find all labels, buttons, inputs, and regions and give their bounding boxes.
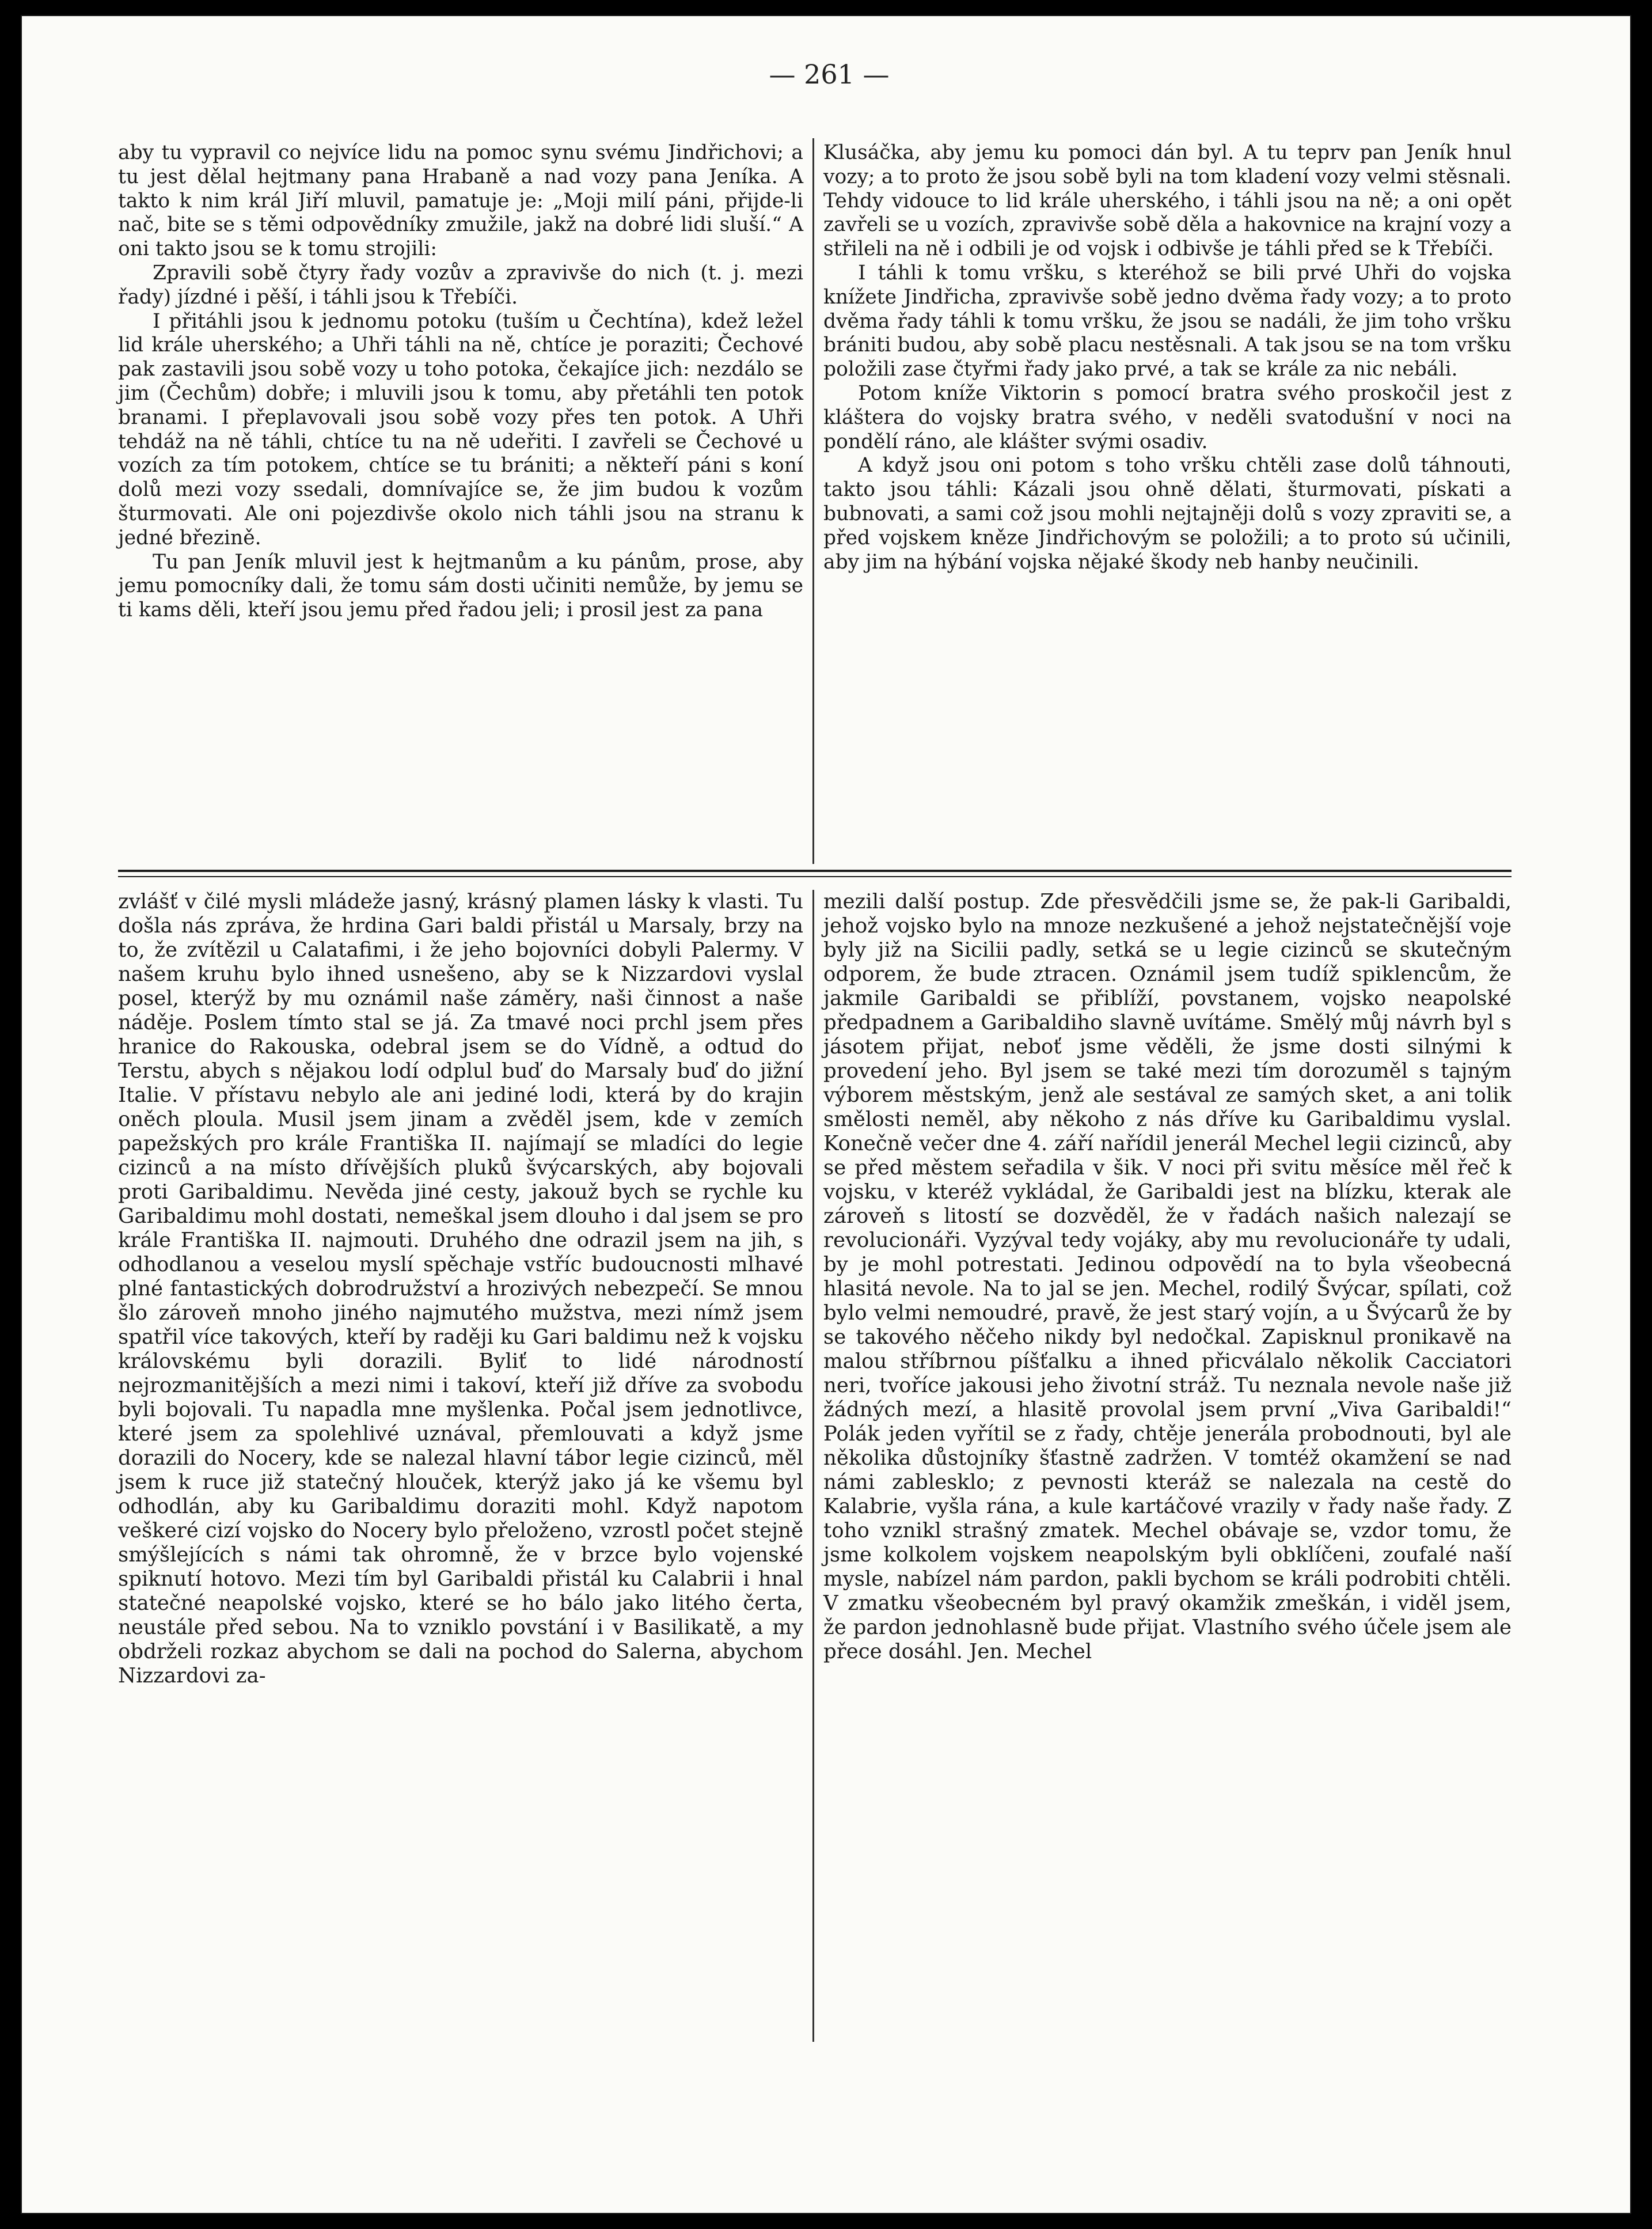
paragraph: zvlášť v čilé mysli mládeže jasný, krásný plamen lásky k vlasti. Tu došla nás zpráva, že hrdina Gari baldi přistál u Marsaly, brzy na to, že zvítězil u Calatafimi, i že jeho bojovníci dobyli Palermy. V našem kruhu bylo ihned usnešeno, aby se k Nizzardovi vyslal posel, kterýž by mu oznámil naše záměry, naši činnost a naše náděje. Poslem tímto stal se já. Za tmavé noci prchl jsem přes hranice do Rakouska, odebral jsem se do Vídně, a odtud do Terstu, abych s nějakou lodí odplul buď do Marsaly buď do jižní Italie. V přístavu nebylo ale ani jediné lodi, která by do krajin oněch ploula. Musil jsem jinam a zvěděl jsem, kde v zemích papežských pro krále Františka II. najímají se mladíci do legie cizinců a na místo dřívějších pluků švýcarských, aby bojovali proti Garibaldimu. Nevěda jiné cesty, jakouž bych se rychle ku Garibaldimu mohl dostati, nemeškal jsem dlouho i dal jsem se pro krále Františka II. najmouti. Druhého dne odrazil jsem na jih, s odhodlanou a veselou myslí spěchaje vstříc budoucnosti mlhavé plné fantastických dobrodružství a hrozivých nebezpečí. Se mnou šlo zároveň mnoho jiného najmutého mužstva, mezi nímž jsem spatřil více takových, kteří by raději ku Gari baldimu než k vojsku královskému byli dorazili. Byliť to lidé národností nejrozmanitějších a mezi nimi i takoví, kteří již dříve za svobodu byli bojovali. Tu napadla mne myšlenka. Počal jsem jednotlivce, které jsem za spolehlivé uznával, přemlouvati a když jsme dorazili do Nocery, kde se nalezal hlavní tábor legie cizinců, měl jsem k ruce již statečný hlouček, kterýž jako já ke všemu byl odhodlán, aby ku Garibaldimu doraziti mohl. Když napotom veškeré cizí vojsko do Nocery bylo přeloženo, vzrostl počet stejně smýšlejících s námi tak ohromně, že v brzce bylo vojenské spiknutí hotovo. Mezi tím byl Garibaldi přistál ku Calabrii i hnal statečné neapolské vojsko, které se ho bálo jako litého čerta, neustále před sebou. Na to vzniklo povstání i v Basilikatě, a my obdrželi rozkaz abychom se dali na pochod do Salerna, abychom Nizzardovi za- xyxy=(118,890,803,1688)
column-divider-bottom xyxy=(812,890,814,2042)
bottom-left-column xyxy=(118,890,803,2042)
bottom-right-column xyxy=(823,890,1512,2042)
paragraph: Klusáčka, aby jemu ku pomoci dán byl. A tu teprv pan Jeník hnul vozy; a to proto že jsou sobě byli na tom kladení vozy velmi stěsnali. Tehdy vidouce to lid krále uherského, i táhli jsou na ně; a oni opět zavřeli se u vozích, zpravivše sobě děla a hakovnice na krajní vozy a střileli na ně i odbili je od vojsk i odbivše je táhli před se k Třebíči. xyxy=(823,141,1512,261)
section-rule-thick xyxy=(118,870,1512,872)
paragraph: I přitáhli jsou k jednomu potoku (tuším u Čechtína), kdež ležel lid krále uherského; a Uhři táhli na ně, chtíce je poraziti; Čechové pak zastavili jsou sobě vozy u toho potoka, čekajíce jich: nezdálo se jim (Čechům) dobře; i mluvili jsou k tomu, aby přetáhli ten potok branami. I přeplavovali jsou sobě vozy přes ten potok. A Uhři tehdáž na ně táhli, chtíce tu na ně udeřiti. I zavřeli se Čechové u vozích za tím potokem, chtíce se tu brániti; a někteří páni s koní dolů mezi vozy ssedali, domnívajíce se, že jim budou k vozům šturmovati. Ale oni pojezdivše okolo nich táhli jsou na stranu k jedné březině. xyxy=(118,309,803,549)
paragraph: I táhli k tomu vršku, s kteréhož se bili prvé Uhři do vojska knížete Jindřicha, zpravivše sobě jedno dvěma řady vozy; a to proto dvěma řady táhli k tomu vršku, že jsou se nadáli, že jim toho vršku brániti budou, aby sobě placu nestěsnali. A tak jsou se na tom vršku položili zase čtyřmi řady jako prvé, a tak se krále za nic nebáli. xyxy=(823,261,1512,381)
top-right-column xyxy=(823,141,1512,861)
paragraph: aby tu vypravil co nejvíce lidu na pomoc synu svému Jindřichovi; a tu jest dělal hejtmany pana Hrabaně a nad vozy pana Jeníka. A takto k nim král Jiří mluvil, pamatuje je: „Moji milí páni, přijde-li nač, bite se s těmi odpovědníky zmužile, jakž na dobré lidi sluší.“ A oni takto jsou se k tomu strojili: xyxy=(118,141,803,261)
paragraph: Tu pan Jeník mluvil jest k hejtmanům a ku pánům, prose, aby jemu pomocníky dali, že tomu sám dosti učiniti nemůže, by jemu se ti kams děli, kteří jsou jemu před řadou jeli; i prosil jest za pana xyxy=(118,550,803,622)
section-rule-thin xyxy=(118,876,1512,877)
paragraph: Zpravili sobě čtyry řady vozův a zpravivše do nich (t. j. mezi řady) jízdné i pěší, i táhli jsou k Třebíči. xyxy=(118,261,803,309)
page-number: — 261 — xyxy=(769,59,890,90)
column-divider-top xyxy=(812,138,814,864)
top-left-column xyxy=(118,141,803,861)
paragraph: Potom kníže Viktorin s pomocí bratra svého proskočil jest z kláštera do vojsky bratra svého, v neděli svatodušní v noci na pondělí ráno, ale klášter svými osadiv. xyxy=(823,381,1512,453)
paragraph: A když jsou oni potom s toho vršku chtěli zase dolů táhnouti, takto jsou táhli: Kázali jsou ohně dělati, šturmovati, pískati a bubnovati, a sami což jsou mohli nejtajněji dolů s vozy zpraviti se, a před vojskem kněze Jindřichovým se položili; a to proto sú učinili, aby jim na hýbání vojska nějaké škody neb hanby neučinili. xyxy=(823,454,1512,574)
paragraph: mezili další postup. Zde přesvědčili jsme se, že pak-li Garibaldi, jehož vojsko bylo na mnoze nezkušené a jehož nejstatečnější voje byly již na Sicilii padly, setká se u legie cizinců se skutečným odporem, že bude ztracen. Oznámil jsem tudíž spiklencům, že jakmile Garibaldi se přiblíží, povstanem, vojsko neapolské předpadnem a Garibaldiho slavně uvítáme. Smělý můj návrh byl s jásotem přijat, neboť jsme věděli, že jsme dosti silnými k provedení jeho. Byl jsem se také mezi tím dorozuměl s tajným výborem městským, jenž ale sestával ze samých sket, a ani tolik smělosti neměl, aby někoho z nás dříve ku Garibaldimu vyslal. Konečně večer dne 4. září nařídil jenerál Mechel legii cizinců, aby se před městem seřadila v šik. V noci při svitu měsíce měl řeč k vojsku, v kteréž vykládal, že Garibaldi jest na blízku, kterak ale zároveň s litostí se dozvěděl, že v řadách našich nalezají se revolucionáři. Vyzýval tedy vojáky, aby mu revolucionáře ty udali, by je mohl potrestati. Jedinou odpovědí na to byla všeobecná hlasitá nevole. Na to jal se jen. Mechel, rodilý Švýcar, spílati, což bylo velmi nemoudré, pravě, že jest starý vojín, a u Švýcarů že by se takového něčeho nikdy byl nedočkal. Zapisknul pronikavě na malou stříbrnou píšťalku a ihned přicválalo několik Cacciatori neri, tvoříce jakousi jeho životní stráž. Tu neznala nevole naše již žádných mezí, a hlasitě provolal jsem první „Viva Garibaldi!“ Polák jeden vyřítil se z řady, chtěje jenerála probodnouti, byl ale několika důstojníky šťastně zadržen. V tomtéž okamžení se nad námi zablesklo; z pevnosti kteráž se nalezala na cestě do Kalabrie, vyšla rána, a kule kartáčové vrazily v řady naše řady. Z toho vznikl strašný zmatek. Mechel obávaje se, vzdor tomu, že jsme kolkolem vojskem neapolským byli obklíčeni, zoufalé naší mysle, nabízel nám pardon, pakli bychom se králi podrobiti chtěli. V zmatku všeobecném byl pravý okamžik zmeškán, i viděl jsem, že pardon jednohlasně bude přijat. Vlastního svého účele jsem ale přece dosáhl. Jen. Mechel xyxy=(823,890,1512,1663)
